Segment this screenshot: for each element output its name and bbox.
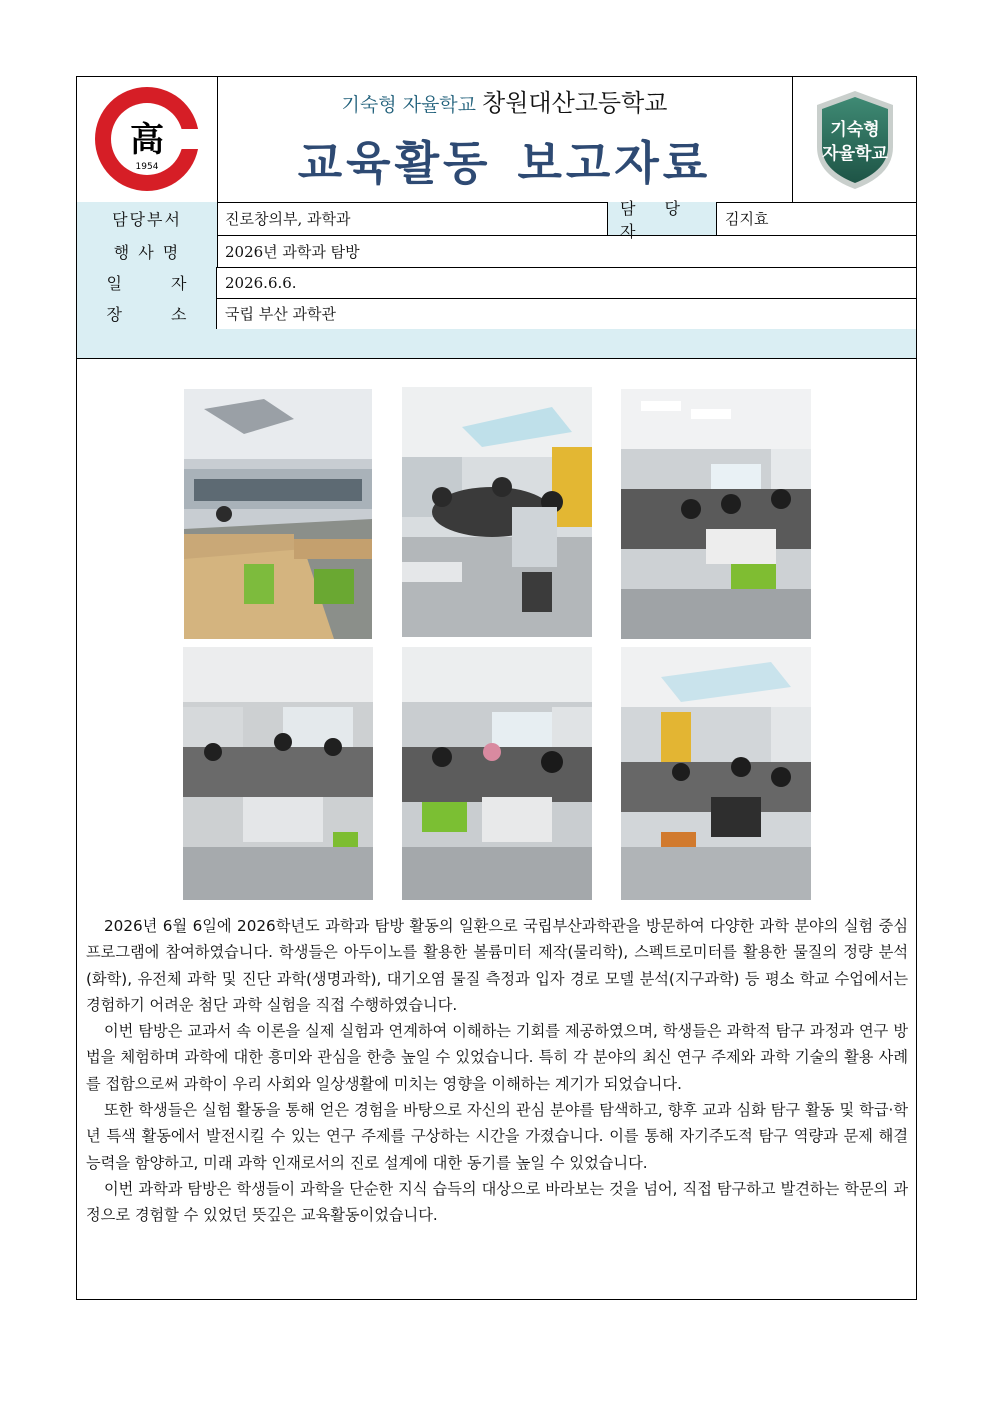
school-name: 창원대산고등학교 [482, 89, 668, 117]
subtitle-prefix: 기숙형 자율학교 [341, 94, 477, 116]
photo-icon [183, 647, 373, 900]
page-title [217, 127, 792, 193]
logo-ring-textpath: CHANGWONDAESAN HIG [80, 95, 109, 182]
school-logo [77, 77, 218, 202]
date-value: 2026.6.6. [225, 273, 297, 292]
dept-row [77, 198, 916, 241]
school-subtitle [217, 83, 792, 118]
photo-icon [184, 389, 372, 639]
dept-value: 진로창의부, 과학과 [225, 210, 351, 228]
event-label: 행 사 명 [77, 235, 218, 267]
report-header [77, 77, 916, 203]
body-paragraph-2: 이번 탐방은 교과서 속 이론을 실제 실험과 연계하여 이해하는 기회를 제공하였으며, 학생들은 과학적 탐구 과정과 연구 방법을 체험하며 과학에 대한 흥미와 관심을 한층 높일 수 있었습니다. 특히 각 분야의 최신 연구 주제와 과학 기술의 활용 사례를 접함으로써 과학이 우리 사회와 일상생활에 미치는 영향을 이해하는 계기가 되었습니다. [86, 1022, 908, 1093]
blank-row [77, 329, 916, 359]
title-area [217, 77, 792, 202]
photo-icon [621, 647, 811, 900]
title-part2: 보고자료 [517, 136, 712, 190]
date-row [77, 267, 916, 299]
manager-value: 김지효 [725, 210, 769, 228]
place-value: 국립 부산 과학관 [225, 305, 336, 323]
photo-students-screen [621, 389, 811, 639]
place-label: 장 소 [77, 298, 217, 329]
photo-lab-group-2 [402, 647, 592, 900]
photo-students-laptops [402, 387, 592, 637]
photo-icon [402, 647, 592, 900]
date-label: 일 자 [77, 267, 217, 298]
report-body [86, 913, 908, 1229]
event-value: 2026년 과학과 탐방 [225, 242, 360, 261]
badge-line2: 자율학교 [822, 144, 888, 164]
body-paragraph-1: 2026년 6월 6일에 2026학년도 과학과 탐방 활동의 일환으로 국립부산과학관을 방문하여 다양한 과학 분야의 실험 중심 프로그램에 참여하였습니다. 학생들은 아두이노를 활용한 볼륨미터 제작(물리학), 스펙트로미터를 활용한 물질의 정량 분석(화학), 유전체 과학 및 진단 과학(생명과학), 대기오염 물질 측정과 입자 경로 모델 분석(지구과학) 등 평소 학교 수업에서는 경험하기 어려운 첨단 과학 실험을 직접 수행하였습니다. [86, 917, 908, 1014]
photo-lab-group-1 [183, 647, 373, 900]
body-paragraph-3: 또한 학생들은 실험 활동을 통해 얻은 경험을 바탕으로 자신의 관심 분야를 탐색하고, 향후 교과 심화 탐구 활동 및 학급·학년 특색 활동에서 발전시킬 수 있는 연구 주제를 구상하는 시간을 가졌습니다. 이를 통해 자기주도적 탐구 역량과 문제 해결 능력을 함양하고, 미래 과학 인재로서의 진로 설계에 대한 동기를 높일 수 있었습니다. [86, 1101, 908, 1172]
place-row [77, 298, 916, 330]
event-row [77, 235, 916, 268]
photo-lab-room [184, 389, 372, 639]
report-frame [76, 76, 917, 1300]
badge-line1: 기숙형 [830, 120, 880, 140]
shield-badge-icon [793, 77, 917, 202]
school-logo-icon [77, 77, 217, 202]
body-paragraph-4: 이번 과학과 탐방은 학생들이 과학을 단순한 지식 습득의 대상으로 바라보는 것을 넘어, 직접 탐구하고 발견하는 학문의 과정으로 경험할 수 있었던 뜻깊은 교육활동이었습니다. [86, 1179, 908, 1225]
autonomous-school-badge [792, 77, 917, 202]
logo-year: 1954 [135, 162, 159, 172]
manager-label: 담 당 자 [607, 202, 717, 235]
photo-lab-group-3 [621, 647, 811, 900]
logo-glyph: 高 [130, 120, 164, 160]
title-part1: 교육활동 [297, 136, 492, 190]
dept-label: 담당부서 [77, 202, 218, 235]
photo-icon [621, 389, 811, 639]
photo-icon [402, 387, 592, 637]
